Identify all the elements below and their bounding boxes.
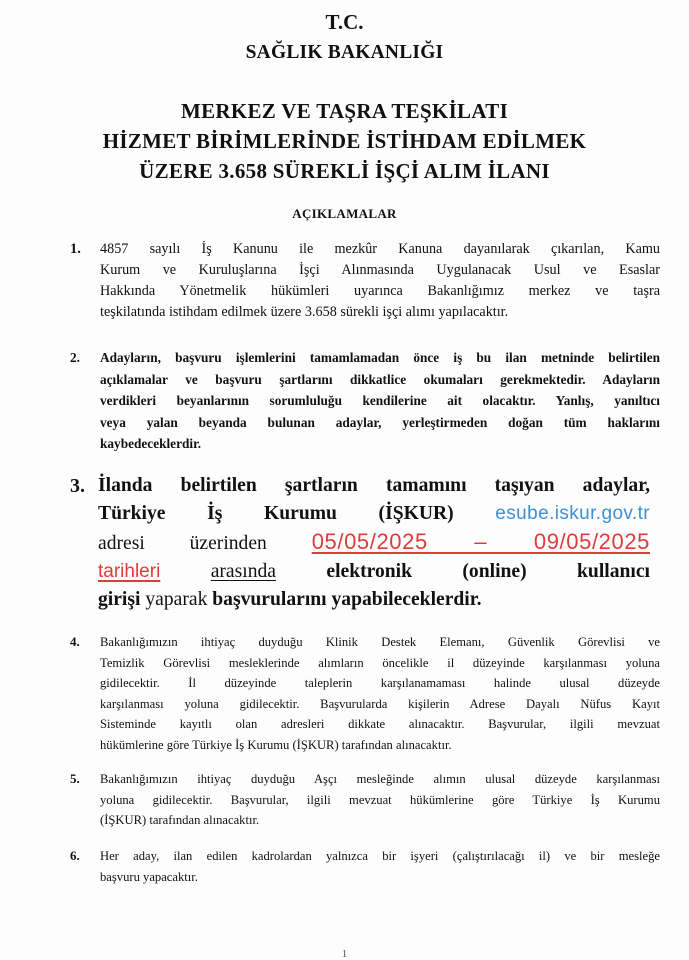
text-line: hükümlerine göre Türkiye İş Kurumu (İŞKUR) tarafından alınacaktır.	[100, 737, 452, 752]
online-word: (online)	[462, 561, 527, 582]
user-word: kullanıcı	[577, 561, 650, 582]
text-line: veya yalan beyanda bulunan adaylar, yerleştirmeden doğan tüm haklarını	[100, 414, 660, 430]
iskur-name: Türkiye İş Kurumu (İŞKUR)	[98, 503, 454, 524]
document-title	[0, 96, 689, 186]
item-text	[100, 769, 660, 831]
item-text	[100, 632, 660, 755]
text-line: 4857 sayılı İş Kanunu ile mezkûr Kanuna dayanılarak çıkarılan, Kamu	[100, 241, 660, 257]
text-line	[98, 500, 650, 528]
text-line: yoluna gidilecektir. Başvurular, ilgili mevzuat hükümlerine göre Türkiye İş Kurumu	[100, 792, 660, 807]
text-line: Bakanlığımızın ihtiyaç duyduğu Klinik Destek Elemanı, Güvenlik Görevlisi ve	[100, 635, 660, 649]
address-text: adresi üzerinden	[98, 533, 267, 554]
text-line: karşılanması yoluna gidilecektir. Başvurularda kişilerin Adrese Dayalı Nüfus Kayıt	[100, 696, 660, 711]
item-text	[98, 472, 650, 614]
header-tc: T.C.	[325, 10, 364, 34]
text-line: gidilecektir. İl düzeyinde taleplerin karşılanamaması halinde ulusal düzeyde	[100, 676, 660, 690]
text-line: Sisteminde kayıtlı olan adresleri dikkate alınacaktır. Başvurular, ilgili mevzuat	[100, 717, 660, 731]
iskur-link[interactable]: esube.iskur.gov.tr	[495, 503, 650, 524]
text-line: verdikleri beyanlarının sorumluluğu kendilerine ait olacaktır. Yanlış, yanıltıcı	[100, 393, 660, 408]
section-heading: AÇIKLAMALAR	[292, 206, 397, 221]
text-line	[98, 528, 650, 558]
between-word: arasında	[210, 561, 276, 582]
application-dates: 05/05/2025 – 09/05/2025	[311, 529, 650, 554]
item-number: 2.	[70, 350, 80, 365]
text-line: Kurum ve Kuruluşlarına İşçi Alınmasında Uygulanacak Usul ve Esaslar	[100, 262, 660, 278]
text-line	[98, 558, 650, 586]
apply-text: başvurularını yapabileceklerdir.	[212, 589, 482, 610]
text-line: başvuru yapacaktır.	[100, 869, 198, 884]
item-number: 1.	[70, 241, 81, 257]
item-number: 3.	[70, 475, 85, 497]
title-line: HİZMET BİRİMLERİNDE İSTİHDAM EDİLMEK	[102, 129, 587, 153]
text-line: Bakanlığımızın ihtiyaç duyduğu Aşçı mesleğinde alımın ulusal düzeyde karşılanması	[100, 772, 660, 786]
item-text	[100, 347, 660, 455]
item-number: 5.	[70, 771, 80, 786]
item-text	[100, 239, 660, 323]
login-word: girişi	[98, 589, 141, 610]
item-text	[100, 846, 660, 887]
header-ministry: SAĞLIK BAKANLIĞI	[245, 42, 444, 63]
text-line: Her aday, ilan edilen kadrolardan yalnızca bir işyeri (çalıştırılacağı il) ve bir mesleğe	[100, 849, 660, 863]
text-line: kaybedeceklerdir.	[100, 436, 202, 451]
text-line: teşkilatında istihdam edilmek üzere 3.658 sürekli işçi alımı yapılacaktır.	[100, 304, 509, 320]
text-line: açıklamalar ve başvuru şartlarını dikkatlice okumaları gerekmektedir. Adayların	[100, 371, 660, 387]
text-line	[98, 586, 650, 614]
text-line: İlanda belirtilen şartların tamamını taşıyan adaylar,	[98, 475, 650, 496]
electronic-word: elektronik	[326, 561, 413, 582]
title-line: ÜZERE 3.658 SÜREKLİ İŞÇİ ALIM İLANI	[139, 159, 550, 183]
title-line: MERKEZ VE TAŞRA TEŞKİLATI	[180, 99, 509, 123]
text-line: Adayların, başvuru işlemlerini tamamlamadan önce iş bu ilan metninde belirtilen	[100, 350, 660, 365]
doing-word: yaparak	[145, 589, 208, 610]
text-line: Temizlik Görevlisi mesleklerinde alımların öncelikle il düzeyinde karşılanması yoluna	[100, 655, 660, 670]
text-line: (İŞKUR) tarafından alınacaktır.	[100, 813, 260, 827]
item-number: 6.	[70, 848, 80, 863]
dates-word: tarihleri	[98, 561, 161, 582]
text-line: Hakkında Yönetmelik hükümleri uyarınca Bakanlığımız merkez ve taşra	[100, 283, 660, 299]
page-number: 1	[341, 948, 348, 960]
item-number: 4.	[70, 634, 80, 649]
